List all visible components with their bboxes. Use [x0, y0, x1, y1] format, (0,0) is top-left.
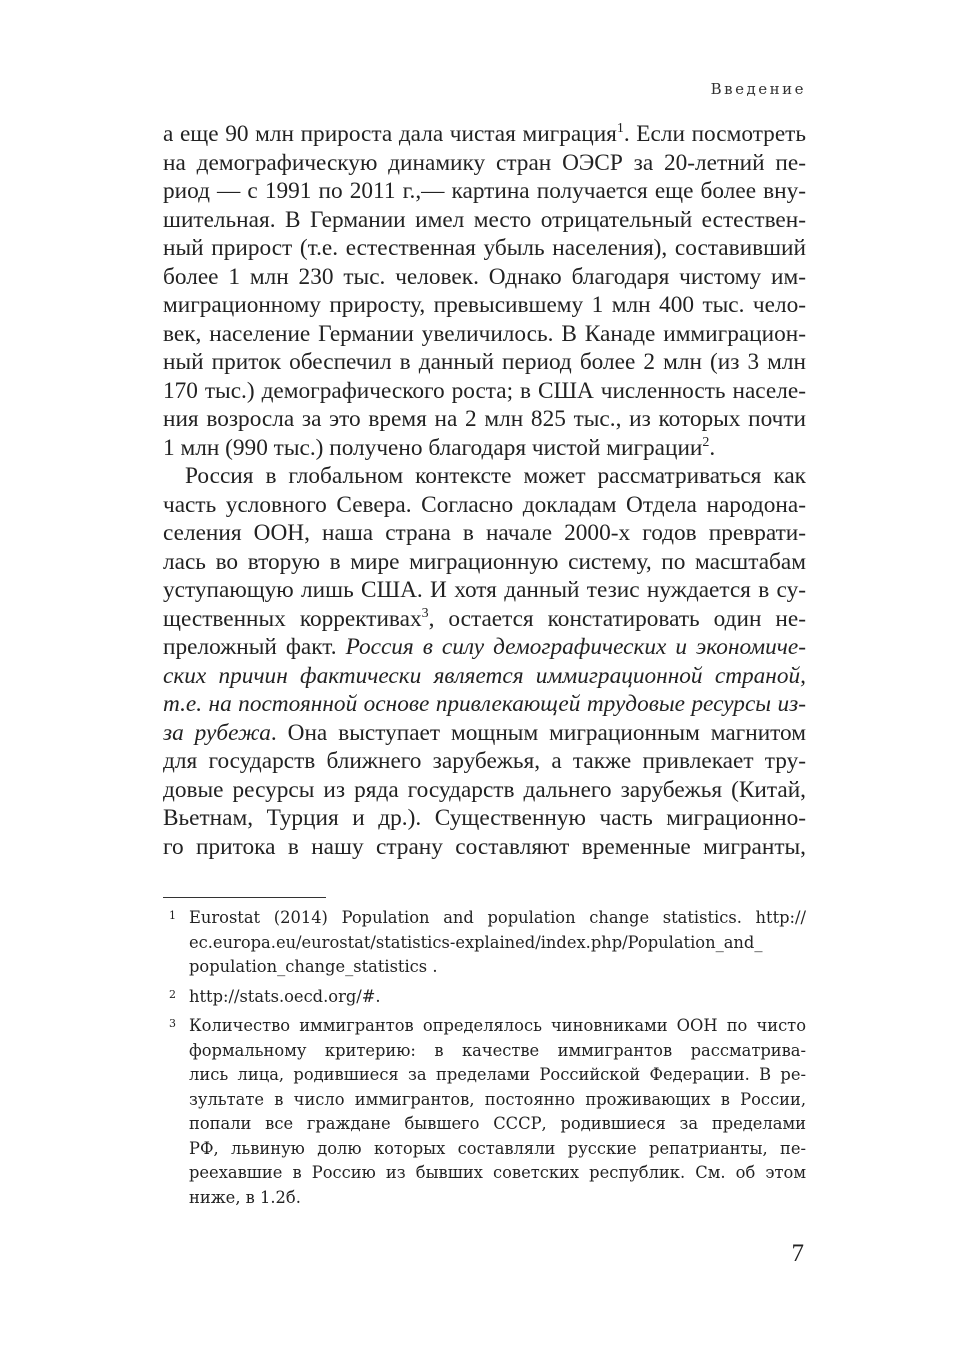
- text-line: век, население Германии увеличилось. В Канаде иммиграцион-: [163, 320, 806, 347]
- page-number: 7: [791, 1240, 804, 1267]
- text-line: риод — с 1991 по 2011 г.,— картина получается еще более вну-: [163, 178, 806, 204]
- footnote-text: зультате в число иммигрантов, постоянно проживающих в России,: [189, 1089, 806, 1109]
- running-head: Введение: [710, 80, 806, 98]
- text-line: 1 млн (990 тыс.) получено благодаря чистой миграции$^2$.: [163, 434, 716, 461]
- text-line: для государств ближнего зарубежья, а также привлекает тру-: [163, 748, 806, 774]
- text-line: ния возросла за это время на 2 млн 825 тыс., из которых почти: [163, 406, 806, 432]
- footnote-2: [163, 985, 806, 1010]
- emphasis-text: Россия в силу демографических и экономиче-: [345, 634, 806, 660]
- footnote-1: [163, 906, 806, 980]
- footnote-text: Количество иммигрантов определялось чиновниками ООН по чисто: [189, 1016, 806, 1035]
- footnote-link[interactable]: population_change_statistics .: [189, 957, 438, 976]
- paragraph-2: [163, 462, 806, 861]
- text-line: шительная. В Германии имел место отрицательный естествен-: [163, 206, 806, 233]
- footnote-divider: [163, 897, 326, 898]
- footnote-number: 2: [169, 987, 176, 1001]
- text-line: ный приток обеспечил в данный период более 2 млн (из 3 млн: [163, 349, 806, 375]
- text-line: а еще 90 млн прироста дала чистая миграция$^1$. Если посмотреть: [163, 121, 806, 147]
- footnote-ref-2[interactable]: 2: [702, 434, 710, 450]
- footnote-number: 1: [169, 909, 176, 922]
- footnote-text: реехавшие в Россию из бывших советских республик. См. об этом: [189, 1163, 806, 1182]
- emphasis-text: за рубежа: [163, 719, 271, 746]
- footnote-text: ниже, в 1.2б.: [189, 1187, 301, 1207]
- text-line: за рубежа. Она выступает мощным миграционным магнитом: [163, 719, 806, 746]
- text-line: селения ООН, наша страна в начале 2000-х годов преврати-: [163, 520, 806, 546]
- text-line: преложный факт. Россия в силу демографических и экономиче-: [163, 634, 806, 660]
- emphasis-text: т.е. на постоянной основе привлекающей трудовые ресурсы из-: [163, 691, 806, 717]
- text-line: щественных коррективах$^3$, остается констатировать один не-: [163, 605, 806, 632]
- text-line: довые ресурсы из ряда государств дальнего зарубежья (Китай,: [163, 776, 806, 803]
- footnotes: [163, 906, 806, 1215]
- footnote-link[interactable]: Eurostat (2014) Population and population change statistics. http://: [189, 908, 806, 927]
- text-line: лась во вторую в мире миграционную систему, по масштабам: [163, 548, 806, 575]
- footnote-ref-1[interactable]: 1: [616, 121, 624, 137]
- footnote-number: 3: [169, 1017, 176, 1030]
- text-line: более 1 млн 230 тыс. человек. Однако благодаря чистому им-: [163, 263, 806, 290]
- footnote-text: попали все граждане бывшего СССР, родившиеся за пределами: [189, 1114, 806, 1133]
- text-line: Вьетнам, Турция и др.). Существенную часть миграционно-: [163, 805, 806, 831]
- footnote-link[interactable]: ec.europa.eu/eurostat/statistics-explained/index.php/Population_and_: [189, 932, 763, 952]
- footnote-text: формальному критерию: в качестве иммигрантов рассматрива-: [189, 1040, 806, 1060]
- text-line: 170 тыс.) демографического роста; в США численность населе-: [163, 377, 806, 404]
- emphasis-text: ских причин фактически является иммиграционной страной,: [163, 662, 806, 689]
- text-line: уступающую лишь США. И хотя данный тезис нуждается в су-: [163, 577, 806, 603]
- footnote-3: [163, 1014, 806, 1210]
- main-text: [163, 120, 806, 861]
- paragraph-1: [163, 120, 806, 462]
- footnote-text: лись лица, родившиеся за пределами Российской Федерации. В ре-: [189, 1065, 806, 1084]
- footnote-text: РФ, львиную долю которых составляли русские репатрианты, пе-: [189, 1138, 806, 1158]
- footnote-ref-3[interactable]: 3: [421, 605, 429, 621]
- footnote-link[interactable]: http://stats.oecd.org/#.: [189, 986, 381, 1006]
- text-line: миграционному приросту, превысившему 1 млн 400 тыс. чело-: [163, 292, 806, 318]
- text-line: часть условного Севера. Согласно докладам Отдела народона-: [163, 491, 806, 518]
- text-line: на демографическую динамику стран ОЭСР за 20-летний пе-: [163, 149, 806, 176]
- text-line: го притока в нашу страну составляют временные мигранты,: [163, 833, 806, 860]
- text-line: Россия в глобальном контексте может рассматриваться как: [185, 463, 806, 489]
- text-line: ный прирост (т.е. естественная убыль населения), составивший: [163, 235, 806, 261]
